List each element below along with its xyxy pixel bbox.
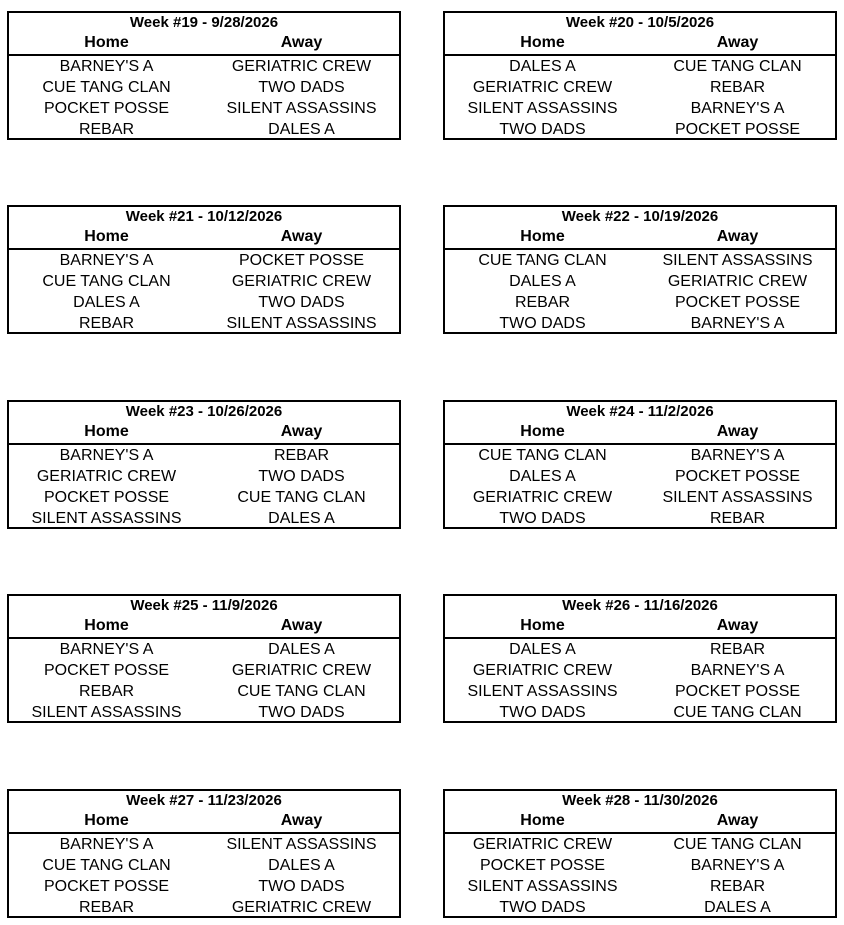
game-row xyxy=(9,271,399,292)
week-block xyxy=(7,400,401,528)
home-team: REBAR xyxy=(78,315,135,332)
away-team: REBAR xyxy=(709,641,766,658)
away-team: BARNEY'S A xyxy=(690,447,785,464)
away-team: CUE TANG CLAN xyxy=(237,683,366,700)
game-row xyxy=(9,681,399,702)
home-column-header: Home xyxy=(520,423,565,440)
away-column-header: Away xyxy=(280,812,323,829)
home-team: TWO DADS xyxy=(499,899,586,916)
away-team: REBAR xyxy=(709,510,766,527)
away-team: CUE TANG CLAN xyxy=(673,836,802,853)
away-team: GERIATRIC CREW xyxy=(231,899,372,916)
home-column-header: Home xyxy=(520,228,565,245)
home-team: SILENT ASSASSINS xyxy=(467,683,618,700)
away-team: POCKET POSSE xyxy=(674,121,801,138)
home-team: DALES A xyxy=(509,468,576,485)
game-row xyxy=(445,702,835,723)
week-block xyxy=(7,11,401,139)
game-row xyxy=(445,271,835,292)
home-team: BARNEY'S A xyxy=(59,58,154,75)
week-block xyxy=(7,205,401,333)
home-team: BARNEY'S A xyxy=(59,836,154,853)
home-team: REBAR xyxy=(78,121,135,138)
game-row xyxy=(9,445,399,466)
game-row xyxy=(445,98,835,119)
game-row xyxy=(9,98,399,119)
away-column-header: Away xyxy=(716,228,759,245)
away-team: GERIATRIC CREW xyxy=(667,273,808,290)
column-header-row xyxy=(445,33,835,56)
game-row xyxy=(9,56,399,77)
game-row xyxy=(445,681,835,702)
away-team: REBAR xyxy=(709,79,766,96)
week-title: Week #26 - 11/16/2026 xyxy=(562,597,718,614)
game-row xyxy=(9,639,399,660)
away-team: DALES A xyxy=(268,641,335,658)
away-column-header: Away xyxy=(716,617,759,634)
home-column-header: Home xyxy=(84,423,129,440)
home-team: CUE TANG CLAN xyxy=(42,857,171,874)
home-team: CUE TANG CLAN xyxy=(478,252,607,269)
home-team: GERIATRIC CREW xyxy=(472,79,613,96)
home-team: SILENT ASSASSINS xyxy=(467,878,618,895)
away-team: TWO DADS xyxy=(258,704,345,721)
home-team: POCKET POSSE xyxy=(43,662,170,679)
column-header-row xyxy=(445,811,835,834)
game-row xyxy=(9,77,399,98)
home-team: DALES A xyxy=(73,294,140,311)
away-team: CUE TANG CLAN xyxy=(237,489,366,506)
away-column-header: Away xyxy=(716,812,759,829)
away-team: SILENT ASSASSINS xyxy=(226,836,377,853)
away-column-header: Away xyxy=(716,34,759,51)
home-team: GERIATRIC CREW xyxy=(472,836,613,853)
away-column-header: Away xyxy=(280,617,323,634)
game-row xyxy=(9,313,399,334)
column-header-row xyxy=(445,616,835,639)
away-team: DALES A xyxy=(268,121,335,138)
week-title: Week #28 - 11/30/2026 xyxy=(562,792,718,809)
away-team: TWO DADS xyxy=(258,468,345,485)
home-column-header: Home xyxy=(84,617,129,634)
week-block xyxy=(443,400,837,528)
away-team: CUE TANG CLAN xyxy=(673,704,802,721)
week-block xyxy=(443,205,837,333)
week-title: Week #19 - 9/28/2026 xyxy=(129,14,279,31)
home-team: BARNEY'S A xyxy=(59,641,154,658)
away-column-header: Away xyxy=(280,423,323,440)
home-team: TWO DADS xyxy=(499,315,586,332)
column-header-row xyxy=(9,33,399,56)
column-header-row xyxy=(445,422,835,445)
game-row xyxy=(9,487,399,508)
game-row xyxy=(9,466,399,487)
home-team: CUE TANG CLAN xyxy=(42,273,171,290)
away-team: GERIATRIC CREW xyxy=(231,273,372,290)
home-team: REBAR xyxy=(514,294,571,311)
away-team: BARNEY'S A xyxy=(690,315,785,332)
home-team: SILENT ASSASSINS xyxy=(31,510,182,527)
home-column-header: Home xyxy=(84,228,129,245)
away-column-header: Away xyxy=(280,228,323,245)
game-row xyxy=(9,702,399,723)
home-column-header: Home xyxy=(84,812,129,829)
column-header-row xyxy=(9,616,399,639)
game-row xyxy=(9,660,399,681)
week-title: Week #25 - 11/9/2026 xyxy=(130,597,278,614)
week-title: Week #27 - 11/23/2026 xyxy=(126,792,282,809)
home-team: DALES A xyxy=(509,273,576,290)
home-team: BARNEY'S A xyxy=(59,252,154,269)
game-row xyxy=(445,639,835,660)
home-team: REBAR xyxy=(78,899,135,916)
week-title: Week #20 - 10/5/2026 xyxy=(565,14,715,31)
game-row xyxy=(9,292,399,313)
game-row xyxy=(445,313,835,334)
column-header-row xyxy=(9,227,399,250)
game-row xyxy=(9,250,399,271)
away-team: DALES A xyxy=(704,899,771,916)
game-row xyxy=(445,660,835,681)
away-team: SILENT ASSASSINS xyxy=(226,315,377,332)
game-row xyxy=(445,56,835,77)
game-row xyxy=(9,508,399,529)
home-team: TWO DADS xyxy=(499,510,586,527)
home-team: TWO DADS xyxy=(499,704,586,721)
home-team: DALES A xyxy=(509,58,576,75)
home-team: CUE TANG CLAN xyxy=(478,447,607,464)
home-team: SILENT ASSASSINS xyxy=(467,100,618,117)
game-row xyxy=(445,466,835,487)
column-header-row xyxy=(9,422,399,445)
away-team: REBAR xyxy=(273,447,330,464)
game-row xyxy=(445,834,835,855)
away-team: TWO DADS xyxy=(258,878,345,895)
home-team: REBAR xyxy=(78,683,135,700)
week-block xyxy=(443,789,837,917)
home-team: POCKET POSSE xyxy=(479,857,606,874)
game-row xyxy=(445,508,835,529)
away-team: BARNEY'S A xyxy=(690,857,785,874)
home-team: POCKET POSSE xyxy=(43,489,170,506)
game-row xyxy=(9,119,399,140)
away-team: SILENT ASSASSINS xyxy=(226,100,377,117)
home-team: CUE TANG CLAN xyxy=(42,79,171,96)
home-team: DALES A xyxy=(509,641,576,658)
home-column-header: Home xyxy=(520,812,565,829)
away-team: CUE TANG CLAN xyxy=(673,58,802,75)
home-team: POCKET POSSE xyxy=(43,100,170,117)
game-row xyxy=(445,119,835,140)
game-row xyxy=(9,876,399,897)
away-team: BARNEY'S A xyxy=(690,662,785,679)
home-team: SILENT ASSASSINS xyxy=(31,704,182,721)
away-team: TWO DADS xyxy=(258,79,345,96)
home-column-header: Home xyxy=(84,34,129,51)
away-team: BARNEY'S A xyxy=(690,100,785,117)
home-team: GERIATRIC CREW xyxy=(36,468,177,485)
away-team: POCKET POSSE xyxy=(674,294,801,311)
away-column-header: Away xyxy=(280,34,323,51)
away-team: POCKET POSSE xyxy=(674,468,801,485)
away-column-header: Away xyxy=(716,423,759,440)
home-team: GERIATRIC CREW xyxy=(472,489,613,506)
week-block xyxy=(443,594,837,722)
week-title: Week #23 - 10/26/2026 xyxy=(125,403,283,420)
column-header-row xyxy=(9,811,399,834)
away-team: POCKET POSSE xyxy=(674,683,801,700)
home-column-header: Home xyxy=(520,34,565,51)
game-row xyxy=(445,292,835,313)
home-team: GERIATRIC CREW xyxy=(472,662,613,679)
home-column-header: Home xyxy=(520,617,565,634)
game-row xyxy=(445,876,835,897)
column-header-row xyxy=(445,227,835,250)
home-team: BARNEY'S A xyxy=(59,447,154,464)
game-row xyxy=(9,855,399,876)
week-block xyxy=(7,594,401,722)
game-row xyxy=(445,77,835,98)
week-title: Week #22 - 10/19/2026 xyxy=(561,208,719,225)
game-row xyxy=(9,897,399,918)
week-block xyxy=(7,789,401,917)
away-team: DALES A xyxy=(268,857,335,874)
game-row xyxy=(445,897,835,918)
home-team: TWO DADS xyxy=(499,121,586,138)
away-team: SILENT ASSASSINS xyxy=(662,489,813,506)
game-row xyxy=(445,445,835,466)
game-row xyxy=(445,487,835,508)
away-team: DALES A xyxy=(268,510,335,527)
away-team: GERIATRIC CREW xyxy=(231,58,372,75)
away-team: GERIATRIC CREW xyxy=(231,662,372,679)
week-block xyxy=(443,11,837,139)
game-row xyxy=(9,834,399,855)
home-team: POCKET POSSE xyxy=(43,878,170,895)
away-team: TWO DADS xyxy=(258,294,345,311)
week-title: Week #21 - 10/12/2026 xyxy=(125,208,283,225)
away-team: REBAR xyxy=(709,878,766,895)
week-title: Week #24 - 11/2/2026 xyxy=(566,403,714,420)
away-team: SILENT ASSASSINS xyxy=(662,252,813,269)
game-row xyxy=(445,250,835,271)
game-row xyxy=(445,855,835,876)
away-team: POCKET POSSE xyxy=(238,252,365,269)
